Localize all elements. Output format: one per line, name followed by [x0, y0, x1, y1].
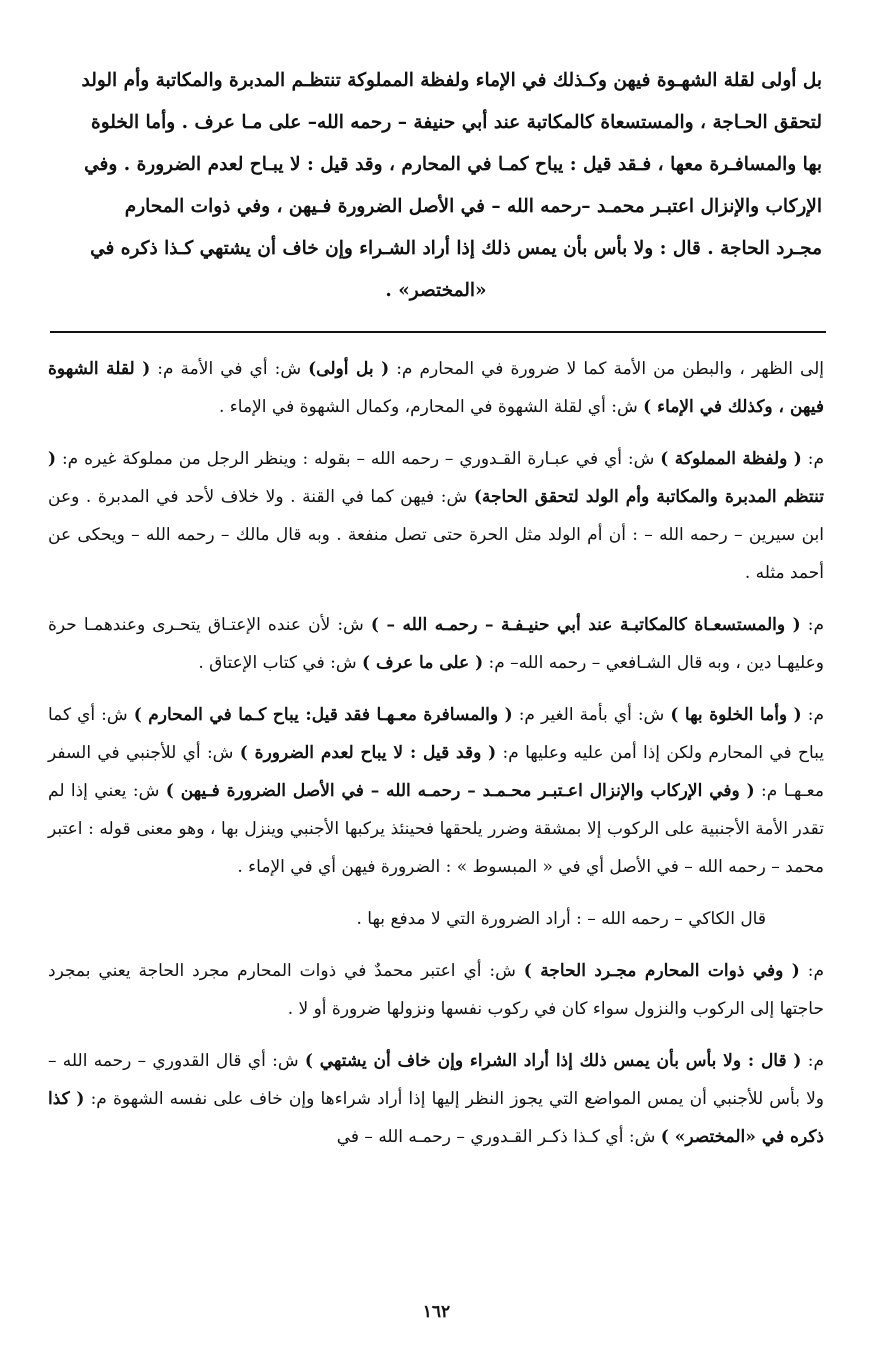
commentary-segment: م:: [800, 615, 824, 635]
page-number: ١٦٢: [422, 1302, 451, 1322]
quoted-text-segment: ( وفي ذوات المحارم مجـرد الحاجة ): [523, 961, 800, 981]
commentary-paragraph: [48, 952, 824, 1028]
quoted-text-segment: ( تنتظم المدبرة والمكاتبة وأم الولد لتحقق الحاجة): [48, 449, 824, 507]
commentary-paragraph: [48, 1042, 824, 1156]
quoted-text-segment: ( لقلة الشهوة فيهن ، وكذلك في الإماء ): [48, 359, 824, 417]
commentary-segment: ش: أي بأمة الغير م:: [512, 705, 671, 725]
commentary-segment: ش: أي في الأمة م:: [150, 359, 309, 379]
quoted-text-segment: ( وفي الإركاب والإنزال اعـتبـر محـمـد – رحمـه الله – في الأصل الضرورة فـيهن ): [165, 781, 755, 801]
commentary-segment: ش: يعني إذا لم تقدر الأمة الأجنبية على الركوب إلا بمشقة وضرر يلحقها فحينئذ يركبها الأجنبي وينزل بها ، وهو معنى قوله : اعتبر محمد – رحمه الله – في الأصل أي في « المبسوط » : الضرورة فيهن أي في الإماء .: [48, 781, 824, 877]
quoted-text-segment: ( قال : ولا بأس بأن يمس ذلك إذا أراد الشراء وإن خاف أن يشتهي ): [304, 1051, 802, 1071]
commentary-segment: قال الكاكي – رحمه الله – : أراد الضرورة التي لا مدفع بها .: [356, 909, 766, 929]
commentary-segment: ش: لأن عنده الإعتـاق يتحـرى وعندهمـا حرة وعليهـا دين ، وبه قال الشـافعي – رحمه الله– م:: [48, 615, 824, 673]
commentary-segment: ش: أي قال القدوري – رحمه الله – ولا بأس للأجنبي أن يمس المواضع التي يجوز النظر إليها إذا أراد شراءها وإن خاف على نفسه الشهوة م:: [48, 1051, 825, 1109]
commentary-segment: ش: أي في عبـارة القـدوري – رحمه الله – بقوله : وينظر الرجل من مملوكة غيره م:: [56, 449, 661, 469]
commentary-segment: ش: فيهن كما في القنة . ولا خلاف لأحد في المدبرة . وعن ابن سيرين – رحمه الله – : أن أم الولد مثل الحرة حتى تصل منفعة . وبه قال مالك – رحمه الله – ويحكى عن أحمد مثله .: [48, 487, 824, 583]
commentary-paragraph: [48, 350, 824, 426]
main-text-line: الإركاب والإنزال اعتبـر محمـد –رحمه الله – في الأصل الضرورة فـيهن ، وفي ذوات المحارم: [124, 196, 822, 217]
main-text-line: «المختصر» .: [385, 280, 487, 301]
commentary-segment: م:: [799, 961, 824, 981]
quoted-text-segment: ( كذا ذكره في «المختصر» ): [48, 1089, 824, 1147]
main-text-line: بل أولى لقلة الشهـوة فيهن وكـذلك في الإماء ولفظة المملوكة تنتظـم المدبرة والمكاتبة وأم الولد: [81, 70, 822, 91]
commentary-paragraph: [48, 440, 824, 592]
main-text-line: لتحقق الحـاجة ، والمستسعاة كالمكاتبة عند أبي حنيفة – رحمه الله– على مـا عرف . وأما الخلوة: [91, 112, 822, 133]
quoted-text-segment: ( والمسافرة معـهـا فقد قيل: يباح كـما في المحارم ): [133, 705, 513, 725]
commentary-segment: إلى الظهر ، والبطن من الأمة كما لا ضرورة في المحارم م:: [389, 359, 825, 379]
commentary-segment: ش: أي كـذا ذكـر القـدوري – رحمـه الله – في: [336, 1127, 661, 1147]
quoted-text-segment: ( وأما الخلوة بها ): [670, 705, 802, 725]
main-text: [50, 60, 822, 312]
commentary-paragraph: [48, 900, 824, 938]
commentary-segment: ش: في كتاب الإعتاق .: [198, 653, 362, 673]
separator-rule: [50, 331, 826, 333]
commentary-segment: ش: أي لقلة الشهوة في المحارم، وكمال الشهوة في الإماء .: [218, 397, 644, 417]
commentary-segment: م:: [801, 705, 825, 725]
commentary: [48, 350, 824, 1170]
commentary-segment: م:: [801, 449, 824, 469]
commentary-paragraph: [48, 696, 824, 886]
commentary-paragraph: [48, 606, 824, 682]
commentary-segment: ش: أي اعتبر محمدٌ في ذوات المحارم مجرد الحاجة يعني بمجرد حاجتها إلى الركوب والنزول سواء كان في ركوب نفسها ونزولها ضرورة أو لا .: [48, 961, 824, 1019]
main-text-line: بها والمسافـرة معها ، فـقد قيل : يباح كمـا في المحارم ، وقد قيل : لا يبـاح لعدم الضرورة . وفي: [84, 154, 822, 175]
quoted-text-segment: ( وقد قيل : لا يباح لعدم الضرورة ): [239, 743, 497, 763]
quoted-text-segment: ( والمستسعـاة كالمكاتبـة عند أبي حنيـفـة – رحمـه الله – ): [370, 615, 801, 635]
commentary-segment: م:: [801, 1051, 824, 1071]
commentary-segment: ش: أي للأجنبي في السفر معـهـا م:: [48, 743, 824, 801]
main-text-line: مجـرد الحاجة . قال : ولا بأس بأن يمس ذلك إذا أراد الشـراء وإن خاف أن يشتهي كـذا ذكره في: [90, 238, 822, 259]
commentary-segment: ش: أي كما يباح في المحارم ولكن إذا أمن عليه وعليها م:: [48, 705, 824, 763]
quoted-text-segment: ( بل أولى): [308, 359, 390, 379]
quoted-text-segment: ( ولفظة المملوكة ): [660, 449, 802, 469]
quoted-text-segment: ( على ما عرف ): [361, 653, 484, 673]
